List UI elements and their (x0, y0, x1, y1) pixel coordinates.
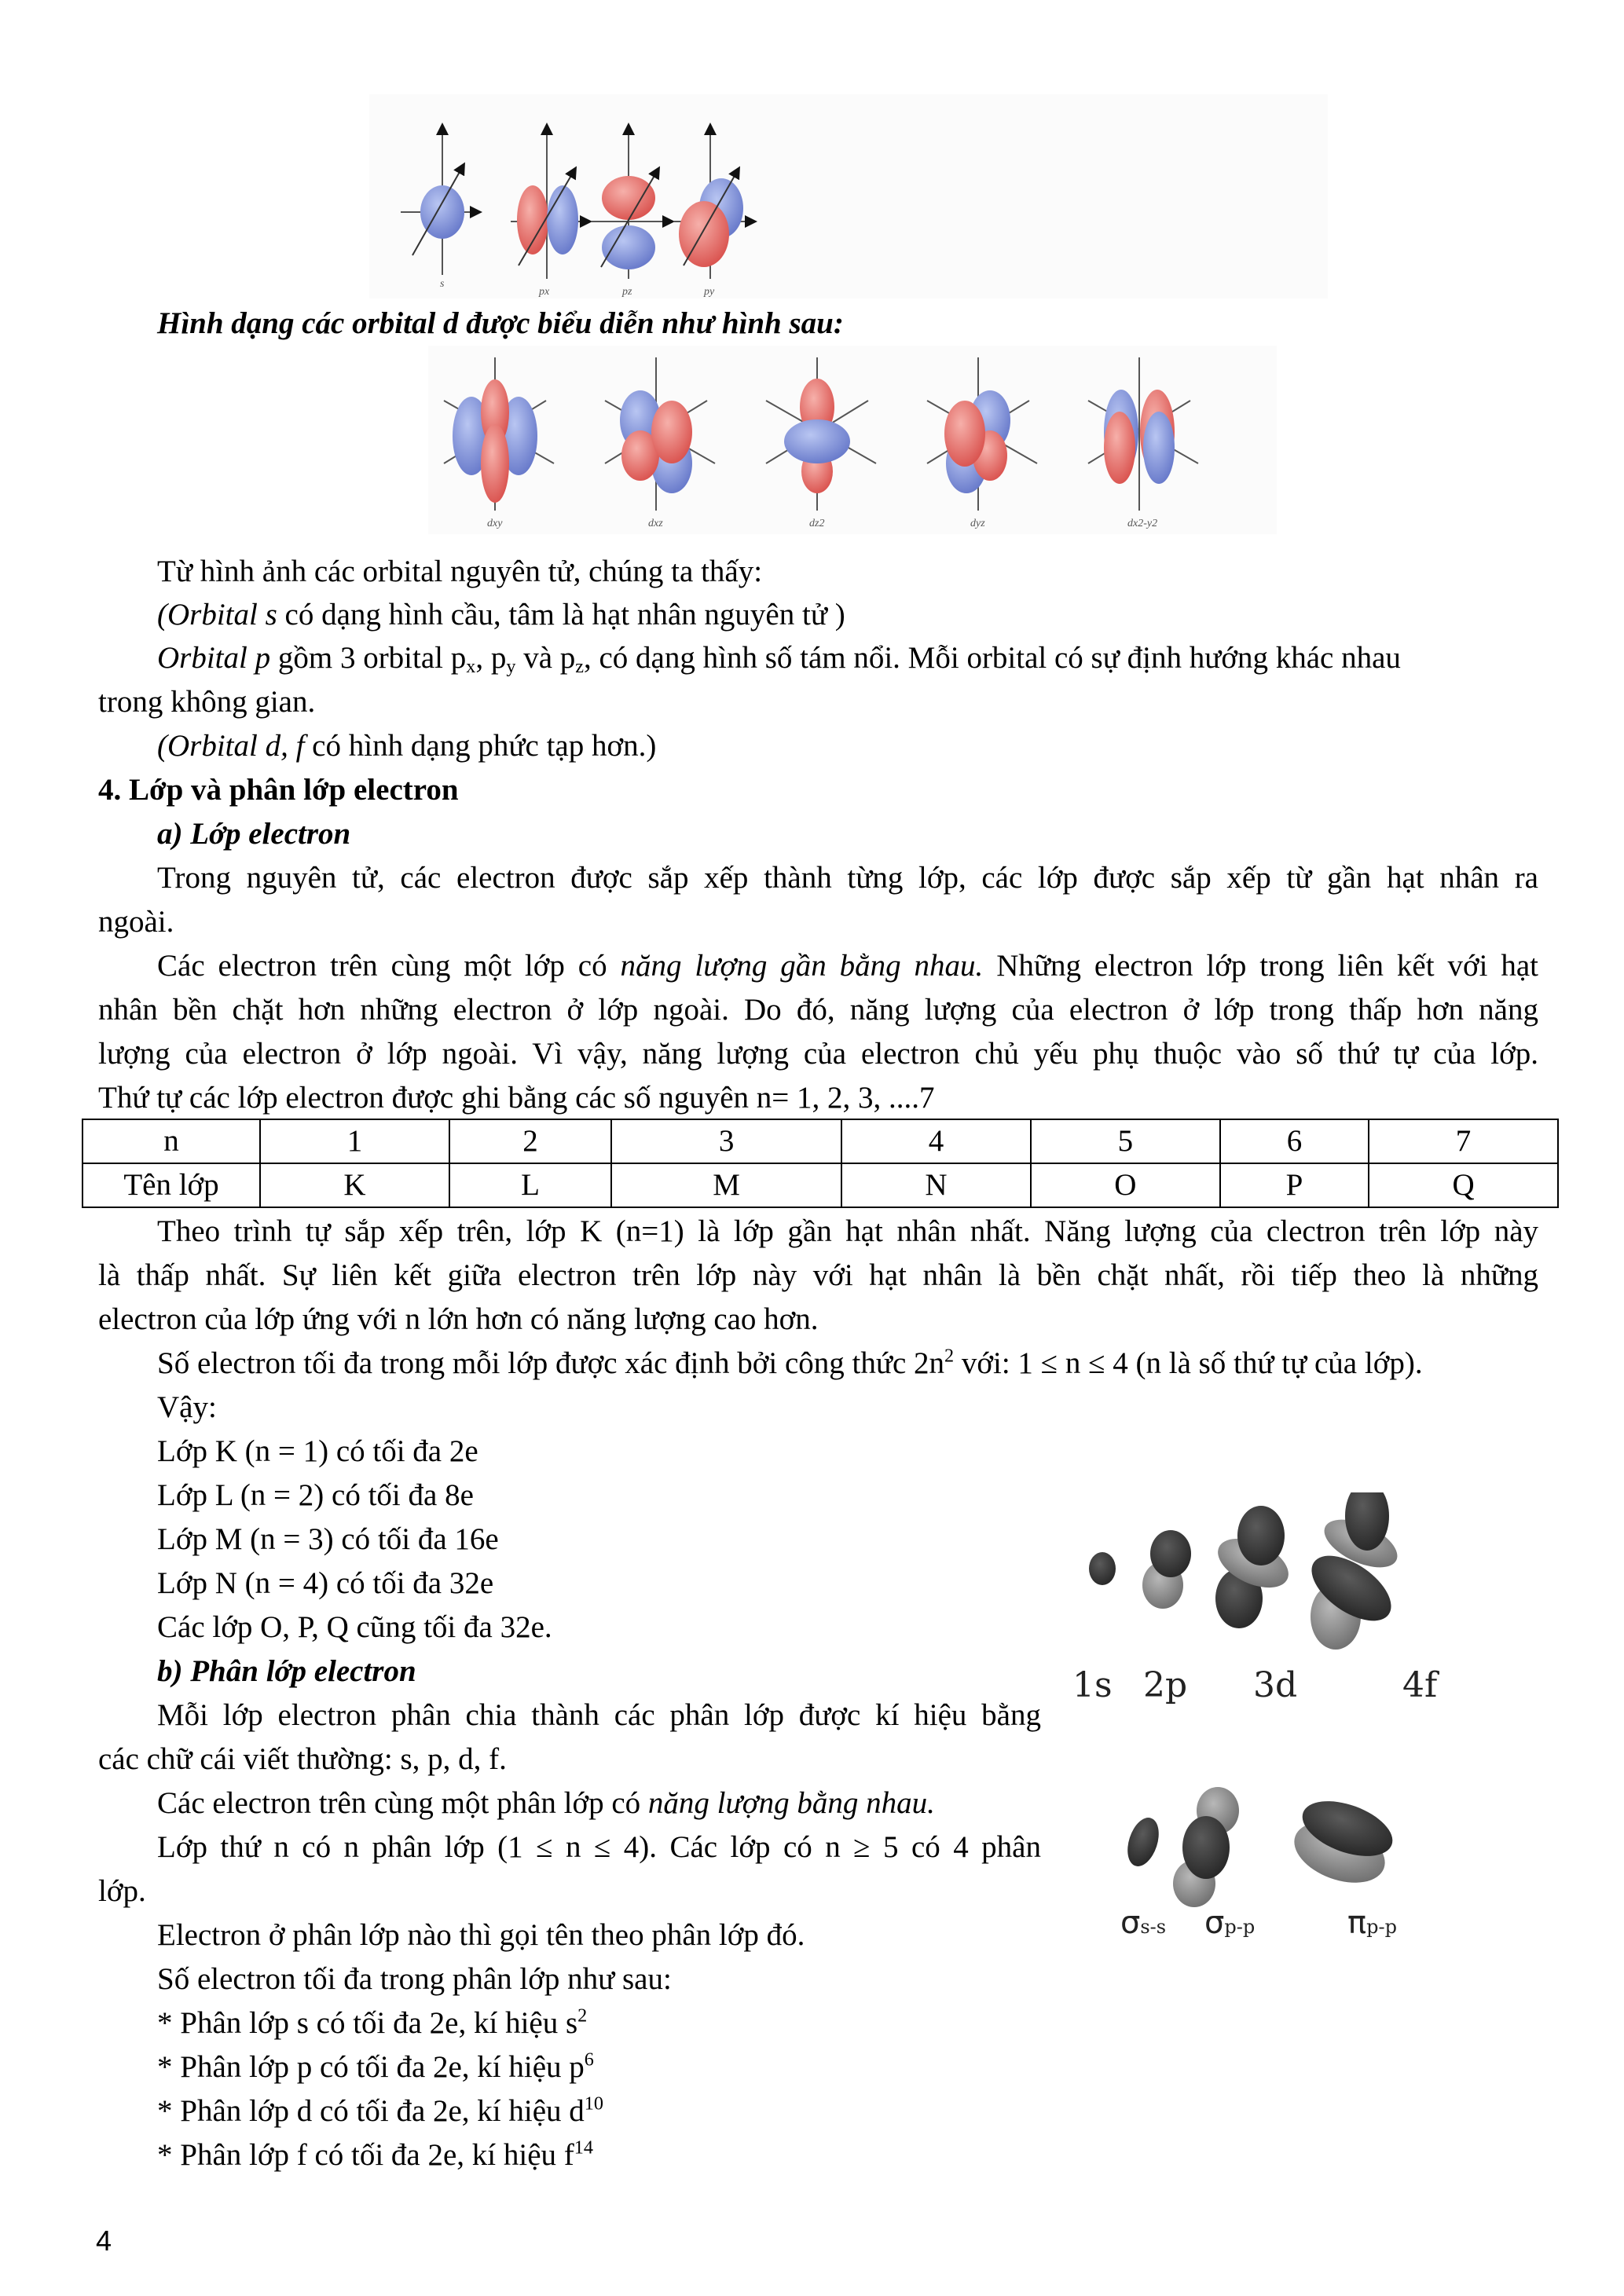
text: * Phân lớp d có tối đa 2e, kí hiệu d (157, 2094, 585, 2128)
table-cell: 3 (611, 1119, 841, 1163)
orbital-label-3d: 3d (1253, 1665, 1298, 1705)
table-cell: O (1031, 1163, 1220, 1207)
orbital-label-1s: 1s (1072, 1665, 1113, 1705)
paragraph-line: lớp. (98, 1874, 146, 1908)
text: có dạng hình cầu, tâm là hạt nhân nguyên tử ) (277, 598, 845, 632)
list-item (157, 2001, 587, 2045)
text: * Phân lớp s có tối đa 2e, kí hiệu s (157, 2006, 578, 2040)
paragraph: Vậy: (157, 1390, 217, 1424)
table-cell: P (1220, 1163, 1369, 1207)
paragraph: Trong nguyên tử, các electron được sắp xếp thành từng lớp, các lớp được sắp xếp từ gần hạt nhân ra (157, 861, 1538, 895)
orbital-label-2p: 2p (1143, 1665, 1188, 1705)
emphasis: Orbital p (157, 641, 271, 675)
shell-table (82, 1119, 1559, 1208)
table-cell: 7 (1369, 1119, 1558, 1163)
paragraph: Lớp thứ n có n phân lớp (1 ≤ n ≤ 4). Các lớp có n ≥ 5 có 4 phân (157, 1830, 1041, 1864)
paragraph-continuation: trong không gian. (98, 685, 316, 719)
bond-label-sigma-p-p (1204, 1905, 1255, 1941)
orbital-label-dxy: dxy (487, 518, 503, 529)
orbital-label-dxz: dxz (648, 518, 663, 529)
paragraph (157, 724, 656, 768)
sigma-s-s-bond-icon (1122, 1814, 1164, 1870)
text: * Phân lớp p có tối đa 2e, kí hiệu p (157, 2050, 585, 2084)
bond-symbol: σ (1120, 1905, 1141, 1941)
paragraph: Mỗi lớp electron phân chia thành các phân lớp được kí hiệu bằng (157, 1698, 1041, 1732)
table-cell: N (841, 1163, 1031, 1207)
list-item: Lớp M (n = 3) có tối đa 16e (157, 1522, 499, 1556)
orbital-label-s: s (440, 278, 445, 290)
text: và p (515, 641, 576, 675)
text: Những electron lớp trong liên kết với hạt (983, 949, 1539, 983)
sigma-p-p-bond-icon (1173, 1787, 1239, 1907)
table-row-shell-name (82, 1163, 1558, 1207)
paragraph-line: electron của lớp ứng với n lớn hơn có năng lượng cao hơn. (98, 1302, 819, 1336)
figure-bond-shapes (1100, 1775, 1493, 1909)
paragraph (157, 1342, 1423, 1386)
table-cell: 4 (841, 1119, 1031, 1163)
paragraph: Từ hình ảnh các orbital nguyên tử, chúng ta thấy: (157, 555, 763, 588)
shell-shapes-illustration (1069, 1492, 1556, 1650)
emphasis: năng lượng gần bằng nhau. (620, 949, 984, 983)
paragraph (157, 636, 1401, 689)
table-row-n (82, 1119, 1558, 1163)
orbital-2p-icon (1142, 1530, 1191, 1609)
figure-s-p-orbitals (369, 94, 1328, 298)
emphasis: (Orbital s (157, 598, 277, 632)
subsection-heading: b) Phân lớp electron (157, 1654, 416, 1688)
text: Số electron tối đa trong mỗi lớp được xác định bởi công thức 2n (157, 1346, 945, 1380)
subscript: z (575, 656, 584, 678)
paragraph-line: Thứ tự các lớp electron được ghi bằng các số nguyên n= 1, 2, 3, ....7 (98, 1081, 935, 1115)
bond-subscript: s-s (1140, 1916, 1167, 1938)
bond-label-sigma-s-s (1120, 1905, 1166, 1941)
text: gồm 3 orbital p (270, 641, 467, 675)
figure-shell-shapes (1069, 1492, 1556, 1650)
table-cell: Q (1369, 1163, 1558, 1207)
emphasis: năng lượng bằng nhau. (647, 1786, 935, 1820)
superscript: 10 (584, 2093, 603, 2115)
text: có hình dạng phức tạp hơn.) (304, 729, 657, 763)
orbital-label-dz2: dz2 (809, 518, 825, 529)
s-p-orbitals-illustration (369, 94, 1328, 298)
list-item (157, 2089, 603, 2133)
list-item (157, 2133, 593, 2177)
bond-subscript: p-p (1224, 1916, 1256, 1938)
text: với: 1 ≤ n ≤ 4 (n là số thứ tự của lớp). (954, 1346, 1423, 1380)
bond-symbol: σ (1204, 1905, 1225, 1941)
table-cell: M (611, 1163, 841, 1207)
paragraph (157, 944, 1538, 988)
list-item (157, 2045, 594, 2089)
table-cell: n (82, 1119, 260, 1163)
paragraph (157, 1782, 935, 1825)
d-orbitals-caption: Hình dạng các orbital d được biểu diễn như hình sau: (157, 306, 844, 340)
paragraph-line: là thấp nhất. Sự liên kết giữa electron trên lớp này với hạt nhân là bền chặt nhất, rồi tiếp theo là những (98, 1258, 1538, 1292)
orbital-label-pz: pz (622, 286, 632, 298)
subscript: y (506, 656, 516, 678)
table-cell: 2 (449, 1119, 611, 1163)
superscript: 2 (944, 1345, 955, 1367)
paragraph (157, 593, 845, 637)
orbital-label-py: py (704, 286, 715, 298)
table-cell: 1 (260, 1119, 449, 1163)
list-item: Các lớp O, P, Q cũng tối đa 32e. (157, 1610, 552, 1644)
figure-d-orbitals (428, 346, 1277, 534)
list-item: Lớp L (n = 2) có tối đa 8e (157, 1478, 474, 1512)
superscript: 6 (584, 2049, 594, 2071)
pi-p-p-bond-icon (1286, 1790, 1400, 1894)
superscript: 2 (577, 2005, 588, 2027)
text: , có dạng hình số tám nổi. Mỗi orbital có sự định hướng khác nhau (583, 641, 1401, 675)
orbital-1s-icon (1089, 1552, 1116, 1585)
orbital-label-px: px (539, 286, 550, 298)
paragraph-line: các chữ cái viết thường: s, p, d, f. (98, 1742, 507, 1776)
bond-label-pi-p-p (1347, 1905, 1397, 1941)
paragraph: Theo trình tự sắp xếp trên, lớp K (n=1) là lớp gần hạt nhân nhất. Năng lượng của clectron trên lớp này (157, 1214, 1538, 1248)
orbital-label-dyz: dyz (970, 518, 985, 529)
paragraph: Electron ở phân lớp nào thì gọi tên theo phân lớp đó. (157, 1918, 805, 1952)
list-item: Lớp K (n = 1) có tối đa 2e (157, 1434, 478, 1468)
table-cell: K (260, 1163, 449, 1207)
bond-symbol: π (1347, 1905, 1367, 1941)
superscript: 14 (574, 2137, 593, 2159)
paragraph: Số electron tối đa trong phân lớp như sau: (157, 1962, 672, 1996)
table-cell: Tên lớp (82, 1163, 260, 1207)
page-number: 4 (96, 2225, 112, 2257)
orbital-4f-icon (1300, 1492, 1404, 1650)
subsection-heading: a) Lớp electron (157, 817, 351, 851)
bond-subscript: p-p (1366, 1916, 1397, 1938)
text: Các electron trên cùng một lớp có (157, 949, 621, 983)
orbital-label-4f: 4f (1402, 1665, 1438, 1705)
list-item: Lớp N (n = 4) có tối đa 32e (157, 1566, 494, 1600)
paragraph-line: lượng của electron ở lớp ngoài. Vì vậy, năng lượng của electron chủ yếu phụ thuộc vào số thứ tự của lớp. (98, 1037, 1538, 1071)
d-orbitals-illustration (428, 346, 1277, 534)
text: Các electron trên cùng một phân lớp có (157, 1786, 648, 1820)
text: * Phân lớp f có tối đa 2e, kí hiệu f (157, 2138, 574, 2172)
text: , p (475, 641, 507, 675)
paragraph-continuation: ngoài. (98, 905, 174, 939)
emphasis: (Orbital d, f (157, 729, 305, 763)
bond-shapes-illustration (1100, 1775, 1493, 1909)
subscript: x (466, 656, 476, 678)
orbital-3d-icon (1211, 1506, 1296, 1628)
table-cell: 5 (1031, 1119, 1220, 1163)
table-cell: L (449, 1163, 611, 1207)
paragraph-line: nhân bền chặt hơn những electron ở lớp ngoài. Do đó, năng lượng của electron ở lớp trong thấp hơn năng (98, 993, 1538, 1027)
section-heading: 4. Lớp và phân lớp electron (98, 773, 459, 807)
table-cell: 6 (1220, 1119, 1369, 1163)
orbital-label-dx2-y2: dx2-y2 (1127, 518, 1158, 529)
